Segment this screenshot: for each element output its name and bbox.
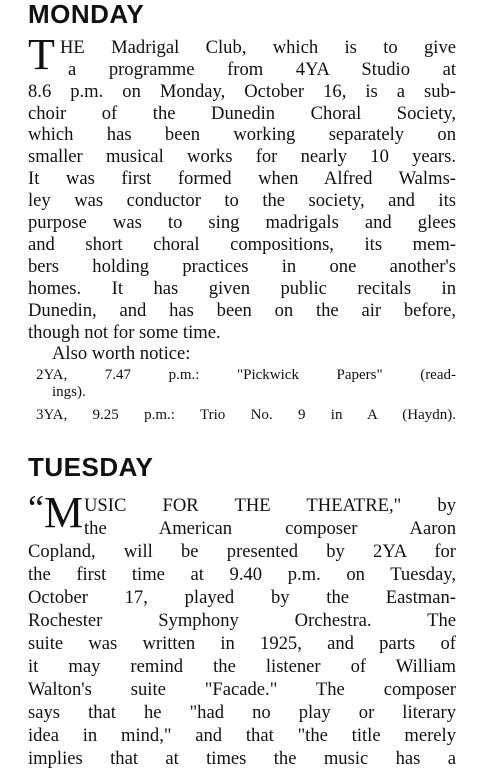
notice-item-3ya: 3YA, 9.25 p.m.: Trio No. 9 in A (Haydn). <box>36 407 456 423</box>
monday-line-11: bers holding practices in one another's <box>28 256 456 277</box>
monday-line-7: It was first formed when Alfred Walms- <box>28 168 456 189</box>
tuesday-line-8: it may remind the listener of William <box>28 656 456 677</box>
monday-line-1: HE Madrigal Club, which is to give <box>60 37 456 58</box>
monday-line-5: which has been working separately on <box>28 124 456 145</box>
monday-line-4: choir of the Dunedin Choral Society, <box>28 103 456 124</box>
tuesday-line-7: suite was written in 1925, and parts of <box>28 633 456 654</box>
tuesday-line-2: the American composer Aaron <box>84 518 456 539</box>
monday-line-2: a programme from 4YA Studio at <box>68 59 456 80</box>
notice-item-2ya: 2YA, 7.47 p.m.: "Pickwick Papers" (read- <box>36 367 456 383</box>
monday-line-3: 8.6 p.m. on Monday, October 16, is a sub- <box>28 81 456 102</box>
tuesday-line-9: Walton's suite "Facade." The composer <box>28 679 456 700</box>
tuesday-open-quote: “ <box>28 488 44 528</box>
tuesday-line-12: implies that at times the music has a <box>28 748 456 769</box>
monday-heading: MONDAY <box>28 0 145 29</box>
tuesday-line-3: Copland, will be presented by 2YA for <box>28 541 456 562</box>
tuesday-heading: TUESDAY <box>28 452 154 482</box>
also-worth-notice-label: Also worth notice: <box>52 343 191 364</box>
tuesday-line-1: USIC FOR THE THEATRE," by <box>84 495 456 516</box>
tuesday-line-5: October 17, played by the Eastman- <box>28 587 456 608</box>
monday-line-6: smaller musical works for nearly 10 years. <box>28 146 456 167</box>
tuesday-line-10: says that he "had no play or literary <box>28 702 456 723</box>
notice-item-2ya-cont: ings). <box>52 384 86 400</box>
tuesday-line-6: Rochester Symphony Orchestra. The <box>28 610 456 631</box>
tuesday-drop-cap: M <box>44 488 84 537</box>
monday-line-8: ley was conductor to the society, and its <box>28 190 456 211</box>
monday-line-13: Dunedin, and has been on the air before, <box>28 300 456 321</box>
monday-line-10: and short choral compositions, its mem- <box>28 234 456 255</box>
tuesday-line-11: idea in mind," and that "the title merely <box>28 725 456 746</box>
monday-line-9: purpose was to sing madrigals and glees <box>28 212 456 233</box>
monday-line-14: though not for some time. <box>28 322 221 343</box>
monday-line-12: homes. It has given public recitals in <box>28 278 456 299</box>
monday-drop-cap: T <box>28 30 55 79</box>
tuesday-line-4: the first time at 9.40 p.m. on Tuesday, <box>28 564 456 585</box>
